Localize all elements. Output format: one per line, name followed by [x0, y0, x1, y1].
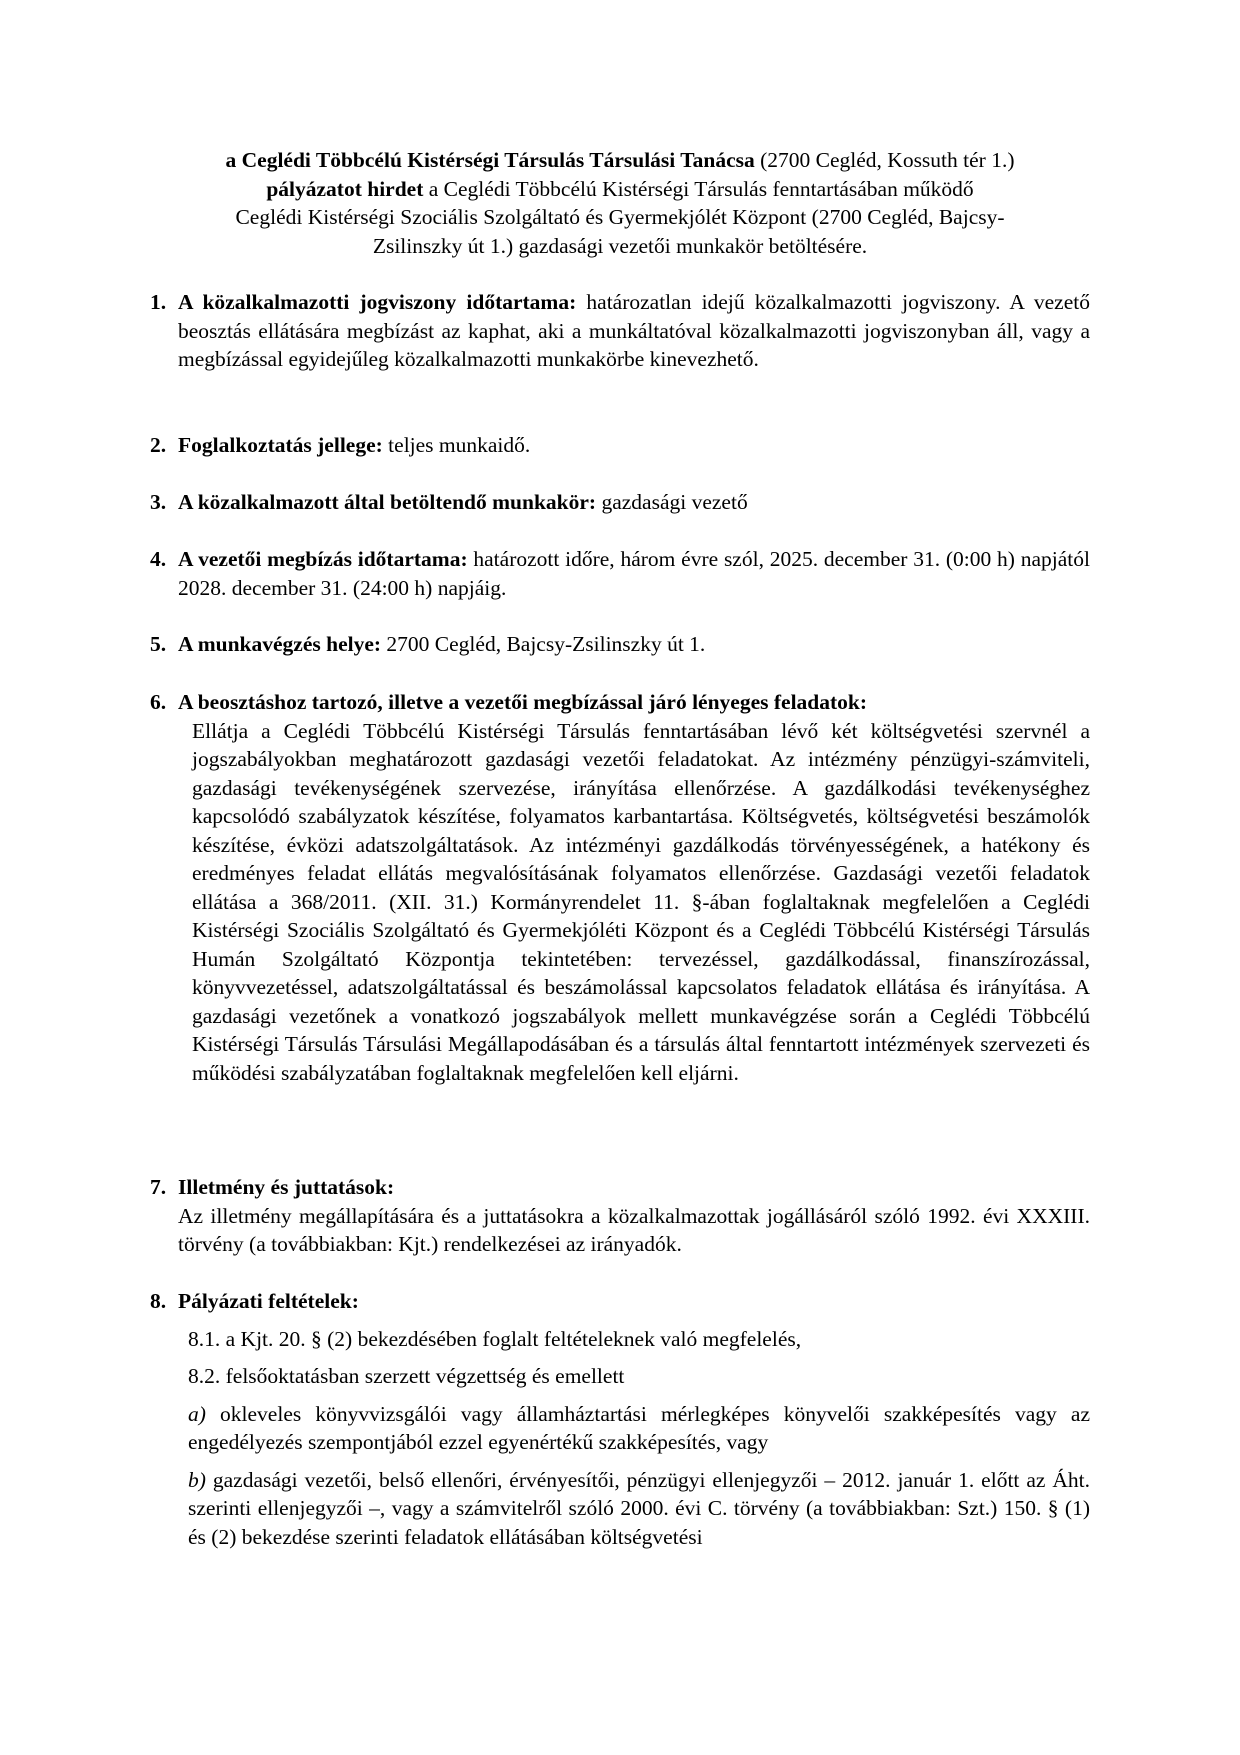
condition-a — [188, 1400, 1090, 1457]
section-text: 2700 Cegléd, Bajcsy-Zsilinszky út 1. — [381, 632, 706, 656]
section-body — [178, 545, 1090, 602]
condition-text: 8.2. felsőoktatásban szerzett végzettség és emellett — [188, 1364, 625, 1388]
section-heading: Illetmény és juttatások: — [178, 1175, 395, 1199]
section-heading-line — [178, 1173, 1090, 1202]
section-heading: A munkavégzés helye: — [178, 632, 382, 656]
section-1 — [150, 288, 1090, 374]
section-heading: A vezetői megbízás időtartama: — [178, 547, 468, 571]
section-7 — [150, 1173, 1090, 1259]
intro-line-4: Zsilinszky út 1.) gazdasági vezetői munkakör betöltésére. — [372, 233, 868, 258]
section-text: Ellátja a Ceglédi Többcélú Kistérségi Társulás fenntartásában lévő két költségvetési szervnél a jogszabályokban meghatározott gazdasági vezetői feladatokat. Az intézmény pénzügyi-számviteli, gazdasági tevékenységének szervezése, irányítása ellenőrzése. A gazdálkodási tevékenységhez kapcsolódó szabályzatok készítése, folyamatos karbantartása. Költségvetés, költségvetési beszámolók készítése, évközi adatszolgáltatások. Az intézményi gazdálkodás törvényességének, a hatékony és eredményes feladat ellátás megvalósításának folyamatos ellenőrzése. Gazdasági vezetői feladatok ellátása a 368/2011. (XII. 31.) Kormányrendelet 11. §-ában foglaltaknak megfelelően a Ceglédi Kistérségi Szociális Szolgáltató és Gyermekjóléti Központ és a Ceglédi Többcélú Kistérségi Társulás Humán Szolgáltató Központja tekintetében: tervezéssel, gazdálkodással, finanszírozással, könyvvezetéssel, adatszolgáltatással és beszámolással kapcsolatos feladatok ellátása és irányítása. A gazdasági vezetőnek a vonatkozó jogszabályok mellett munkavégzése során a Ceglédi Többcélú Kistérségi Társulás Társulási Megállapodásában és a társulás által fenntartott intézmények szervezeti és működési szabályzatában foglaltaknak megfelelően kell eljárni. — [192, 718, 1090, 1085]
intro-line-1 — [150, 146, 1090, 175]
condition-text: 8.1. a Kjt. 20. § (2) bekezdésében foglalt feltételeknek való megfelelés, — [188, 1326, 802, 1351]
section-5 — [150, 630, 1090, 659]
section-body — [178, 431, 1090, 460]
section-8 — [150, 1287, 1090, 1560]
condition-text: gazdasági vezetői, belső ellenőri, érvényesítői, pénzügyi ellenjegyzői – 2012. január 1. előtt az Áht. szerinti ellenjegyzői –, vagy a számvitelről szóló 2000. évi C. törvény (a továbbiakban: Szt.) 150. § (1) és (2) bekezdése szerinti feladatok ellátásában költségvetési — [188, 1467, 1090, 1549]
announcement-intro — [150, 146, 1090, 260]
section-4 — [150, 545, 1090, 602]
issuer-name: a Ceglédi Többcélú Kistérségi Társulás Társulási Tanácsa — [225, 148, 755, 172]
condition-8-2 — [188, 1362, 1090, 1391]
section-number: 7. — [150, 1175, 167, 1199]
section-body — [178, 288, 1090, 374]
intro-line-2 — [150, 175, 1090, 204]
section-heading-line — [178, 1287, 1090, 1316]
section-text: gazdasági vezető — [596, 490, 748, 514]
condition-b — [188, 1466, 1090, 1552]
section-number: 4. — [150, 547, 167, 571]
intro-text: a Ceglédi Többcélú Kistérségi Társulás fenntartásában működő — [423, 176, 974, 201]
issuer-address: (2700 Cegléd, Kossuth tér 1.) — [754, 148, 1015, 172]
section-text: határozott időre, három évre szól, 2025. december 31. (0:00 h) napjától 2028. december 31. (24:00 h) napjáig. — [178, 547, 1090, 600]
section-body — [178, 488, 1090, 517]
section-heading: A közalkalmazott által betöltendő munkakör: — [178, 490, 597, 514]
section-number: 3. — [150, 490, 167, 514]
section-heading: Foglalkoztatás jellege: — [178, 433, 383, 457]
section-number: 1. — [150, 290, 167, 314]
section-3 — [150, 488, 1090, 517]
condition-8-1 — [188, 1325, 1090, 1354]
conditions-list — [188, 1325, 1090, 1552]
section-text: Az illetmény megállapítására és a juttatásokra a közalkalmazottak jogállásáról szóló 1992. évi XXXIII. törvény (a továbbiakban: Kjt.) rendelkezései az irányadók. — [178, 1203, 1090, 1256]
condition-label: a) — [188, 1401, 206, 1426]
intro-line-3: Ceglédi Kistérségi Szociális Szolgáltató és Gyermekjólét Központ (2700 Cegléd, Bajcsy- — [235, 205, 1005, 229]
section-heading: Pályázati feltételek: — [178, 1289, 359, 1313]
condition-label: b) — [188, 1467, 206, 1492]
section-number: 6. — [150, 690, 167, 714]
announcement-verb: pályázatot hirdet — [266, 176, 424, 201]
section-body — [178, 630, 1090, 659]
section-6 — [150, 688, 1090, 1087]
section-text: határozatlan idejű közalkalmazotti jogviszony. A vezető beosztás ellátására megbízást az kaphat, aki a munkáltatóval közalkalmazotti jogviszonyban áll, vagy a megbízással egyidejűleg közalkalmazotti munkakörbe kinevezhető. — [178, 290, 1090, 371]
condition-text: okleveles könyvvizsgálói vagy államháztartási mérlegképes könyvelői szakképesítés vagy az engedélyezés szempontjából ezzel egyenértékű szakképesítés, vagy — [188, 1401, 1090, 1454]
section-number: 2. — [150, 433, 167, 457]
section-heading-line — [178, 688, 1090, 717]
section-heading: A közalkalmazotti jogviszony időtartama: — [178, 290, 577, 314]
section-number: 8. — [150, 1289, 167, 1313]
section-number: 5. — [150, 632, 167, 656]
section-text: teljes munkaidő. — [382, 433, 531, 457]
section-heading: A beosztáshoz tartozó, illetve a vezetői megbízással járó lényeges feladatok: — [178, 690, 868, 714]
section-2 — [150, 431, 1090, 460]
